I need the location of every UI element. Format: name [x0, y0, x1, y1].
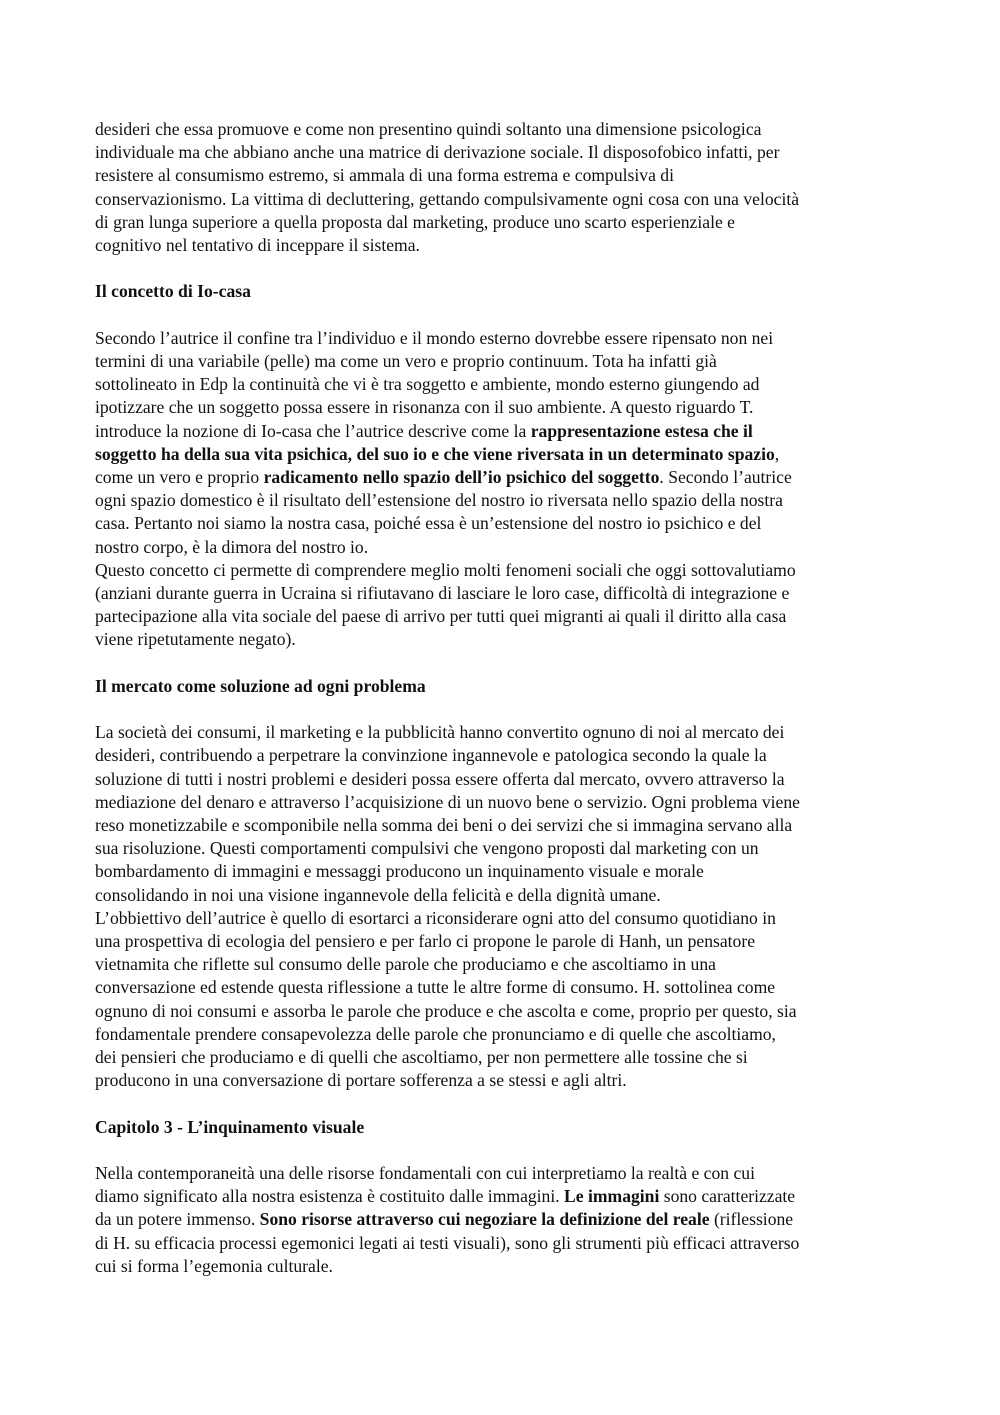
bold-text: Le immagini	[564, 1186, 660, 1207]
text-line: casa. Pertanto noi siamo la nostra casa, poiché essa è un’estensione del nostro io psichico e del	[95, 513, 762, 534]
text-line: desideri, contribuendo a perpetrare la convinzione ingannevole e patologica secondo la quale la	[95, 745, 767, 766]
text-line: vietnamita che riflette sul consumo delle parole che produciamo e che ascoltiamo in una	[95, 954, 716, 975]
text-line: una prospettiva di ecologia del pensiero e per farlo ci propone le parole di Hanh, un pensatore	[95, 931, 756, 952]
section-heading-io-casa: Il concetto di Io-casa	[95, 281, 251, 302]
text-run: da un potere immenso.	[95, 1209, 260, 1230]
text-line: cognitivo nel tentativo di inceppare il sistema.	[95, 235, 420, 256]
text-line: individuale ma che abbiano anche una matrice di derivazione sociale. Il disposofobico infatti, per	[95, 142, 780, 163]
text-line: ognuno di noi consumi e assorba le parole che produce e che ascolta e come, proprio per questo, sia	[95, 1000, 797, 1021]
inquinamento-paragraph	[95, 1162, 910, 1278]
text-run: ,	[774, 443, 780, 464]
text-line: ipotizzare che un soggetto possa essere in risonanza con il suo ambiente. A questo riguardo T.	[95, 397, 754, 418]
text-line: nostro corpo, è la dimora del nostro io.	[95, 536, 369, 557]
text-line: viene ripetutamente negato).	[95, 629, 296, 650]
text-line: Nella contemporaneità una delle risorse fondamentali con cui interpretiamo la realtà e con cui	[95, 1163, 755, 1184]
obbiettivo-paragraph	[95, 907, 910, 1093]
text-run: diamo significato alla nostra esistenza è costituito dalle immagini.	[95, 1186, 565, 1207]
paragraph-spacer	[95, 1139, 910, 1162]
text-run: introduce la nozione di Io-casa che l’autrice descrive come la	[95, 420, 531, 441]
paragraph-spacer	[95, 1092, 910, 1115]
text-run: come un vero e proprio	[95, 467, 264, 488]
text-run: sono caratterizzate	[659, 1186, 796, 1207]
text-line: Secondo l’autrice il confine tra l’individuo e il mondo esterno dovrebbe essere ripensato non nei	[95, 327, 774, 348]
text-line: mediazione del denaro e attraverso l’acquisizione di un nuovo bene o servizio. Ogni problema viene	[95, 791, 800, 812]
text-line	[95, 420, 910, 443]
text-line: sua risoluzione. Questi comportamenti compulsivi che vengono proposti dal marketing con un	[95, 838, 759, 859]
text-line: bombardamento di immagini e messaggi producono un inquinamento visuale e morale	[95, 861, 704, 882]
mercato-paragraph	[95, 721, 910, 907]
intro-paragraph	[95, 118, 910, 257]
text-line: partecipazione alla vita sociale del paese di arrivo per tutti quei migranti ai quali il diritto alla casa	[95, 606, 787, 627]
text-line: fondamentale prendere consapevolezza delle parole che pronunciamo e di quelle che ascoltiamo,	[95, 1023, 776, 1044]
text-line	[95, 1185, 910, 1208]
text-run: (riflessione	[709, 1209, 794, 1230]
bold-text: Sono risorse attraverso cui negoziare la definizione del reale	[259, 1209, 710, 1230]
bold-text: rappresentazione estesa che il	[530, 420, 753, 441]
bold-text: soggetto ha della sua vita psichica, del suo io e che viene riversata in un determinato spazio	[95, 443, 775, 464]
io-casa-followup-paragraph	[95, 559, 910, 652]
section-heading-mercato: Il mercato come soluzione ad ogni problema	[95, 675, 426, 696]
text-line: sottolineato in Edp la continuità che vi è tra soggetto e ambiente, mondo esterno giungendo ad	[95, 374, 760, 395]
text-run: . Secondo l’autrice	[659, 467, 792, 488]
text-line: La società dei consumi, il marketing e la pubblicità hanno convertito ognuno di noi al mercato dei	[95, 722, 785, 743]
text-line	[95, 443, 910, 466]
text-line	[95, 1208, 910, 1231]
text-line: resistere al consumismo estremo, si ammala di una forma estrema e compulsiva di	[95, 165, 674, 186]
text-line: (anziani durante guerra in Ucraina si rifiutavano di lasciare le loro case, difficoltà di integrazione e	[95, 583, 790, 604]
io-casa-paragraph	[95, 327, 910, 559]
text-line: consolidando in noi una visione ingannevole della felicità e della dignità umane.	[95, 884, 661, 905]
text-line: di H. su efficacia processi egemonici legati ai testi visuali), sono gli strumenti più efficaci attraverso	[95, 1232, 800, 1253]
text-line: ogni spazio domestico è il risultato dell’estensione del nostro io riversata nello spazio della nostra	[95, 490, 783, 511]
chapter-heading-inquinamento: Capitolo 3 - L’inquinamento visuale	[95, 1116, 365, 1137]
paragraph-spacer	[95, 652, 910, 675]
text-line: conservazionismo. La vittima di decluttering, gettando compulsivamente ogni cosa con una velocità	[95, 188, 800, 209]
paragraph-spacer	[95, 304, 910, 327]
text-line: di gran lunga superiore a quella proposta dal marketing, produce uno scarto esperienziale e	[95, 211, 735, 232]
paragraph-spacer	[95, 257, 910, 280]
document-page	[95, 118, 910, 1278]
text-line: termini di una variabile (pelle) ma come un vero e proprio continuum. Tota ha infatti già	[95, 351, 717, 371]
text-line: reso monetizzabile e scomponibile nella somma dei beni o dei servizi che si immagina servano alla	[95, 815, 793, 836]
text-line: producono in una conversazione di portare sofferenza a se stessi e agli altri.	[95, 1070, 627, 1091]
paragraph-spacer	[95, 698, 910, 721]
text-line: dei pensieri che produciamo e di quelli che ascoltiamo, per non permettere alle tossine che si	[95, 1047, 748, 1068]
text-line: L’obbiettivo dell’autrice è quello di esortarci a riconsiderare ogni atto del consumo quotidiano in	[95, 907, 776, 928]
text-line	[95, 466, 910, 489]
bold-text: radicamento nello spazio dell’io psichico del soggetto	[263, 467, 660, 488]
text-line: soluzione di tutti i nostri problemi e desideri possa essere offerta dal mercato, ovvero attraverso la	[95, 768, 785, 789]
text-line: conversazione ed estende questa riflessione a tutte le altre forme di consumo. H. sottolinea come	[95, 977, 776, 998]
text-line: desideri che essa promuove e come non presentino quindi soltanto una dimensione psicologica	[95, 119, 762, 139]
text-line: cui si forma l’egemonia culturale.	[95, 1255, 333, 1276]
text-line: Questo concetto ci permette di comprendere meglio molti fenomeni sociali che oggi sottovalutiamo	[95, 559, 796, 580]
